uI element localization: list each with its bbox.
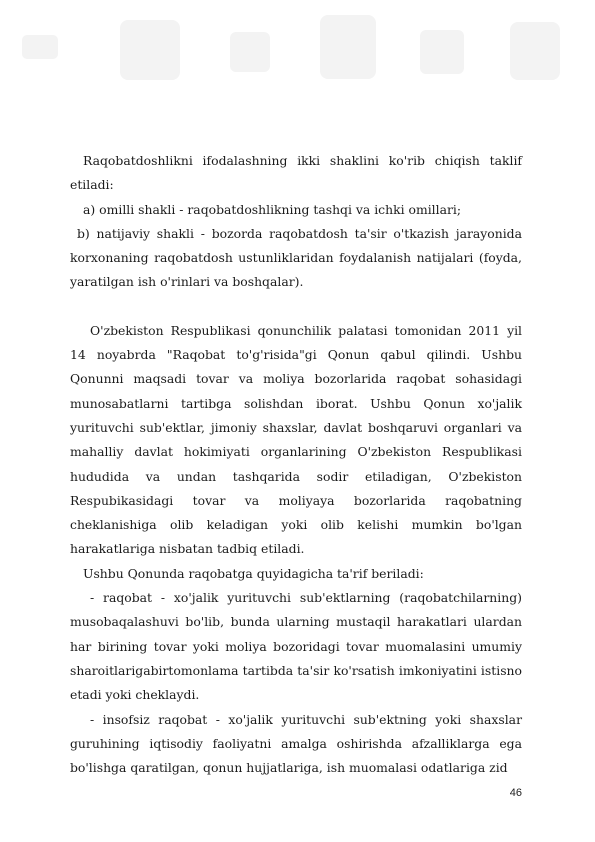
paragraph-definition-competition: - raqobat - xo'jalik yurituvchi sub'ektlarning (raqobatchilarning) musobaqalashuvi bo'lib, bunda ularning mustaqil harakatlari ulardan har birining tovar yoki moliya bozoridagi tovar muomalasini umumiy sharoitlarigabirtomonlama tartibda ta'sir ko'rsatish imkoniyatini istisno etadi yoki cheklaydi. <box>70 590 522 703</box>
paragraph-definition-unfair: - insofsiz raqobat - xo'jalik yurituvchi sub'ektning yoki shaxslar guruhining iqtisodiy faoliyatni amalga oshirishda afzalliklarga ega bo'lishga qaratilgan, qonun hujjatlariga, ish muomalasi odatlariga zid <box>70 711 522 776</box>
paragraph-definition-intro: Ushbu Qonunda raqobatga quyidagicha ta'rif beriladi: <box>83 565 424 581</box>
page-number: 46 <box>509 787 522 799</box>
paragraph-intro: Raqobatdoshlikni ifodalashning ikki shaklini ko'rib chiqish taklif etiladi: <box>70 153 522 193</box>
paragraph-item-b: b) natijaviy shakli - bozorda raqobatdosh ta'sir o'tkazish jarayonida korxonaning raqobatdosh ustunliklaridan foydalanish natijalari (foyda, yaratilgan ish o'rinlari va boshqalar). <box>70 225 522 290</box>
paragraph-law: O'zbekiston Respublikasi qonunchilik palatasi tomonidan 2011 yil 14 noyabrda "Raqobat to'g'risida"gi Qonun qabul qilindi. Ushbu Qonunni maqsadi tovar va moliya bozorlarida raqobat sohasidagi munosabatlarni tartibga solishdan iborat. Ushbu Qonun xo'jalik yurituvchi sub'ektlar, jimoniy shaxslar, davlat boshqaruvi organlari va mahalliy davlat hokimiyati organlarining O'zbekiston Respublikasi hududida va undan tashqarida sodir etiladigan, O'zbekiston Respubikasidagi tovar va moliyaya bozorlarida raqobatning cheklanishiga olib keladigan yoki olib kelishi mumkin bo'lgan harakatlariga nisbatan tadbiq etiladi. <box>70 322 522 557</box>
paragraph-gap <box>70 295 522 319</box>
paragraph-item-a: a) omilli shakli - raqobatdoshlikning tashqi va ichki omillari; <box>83 201 462 217</box>
document-body <box>70 149 522 780</box>
